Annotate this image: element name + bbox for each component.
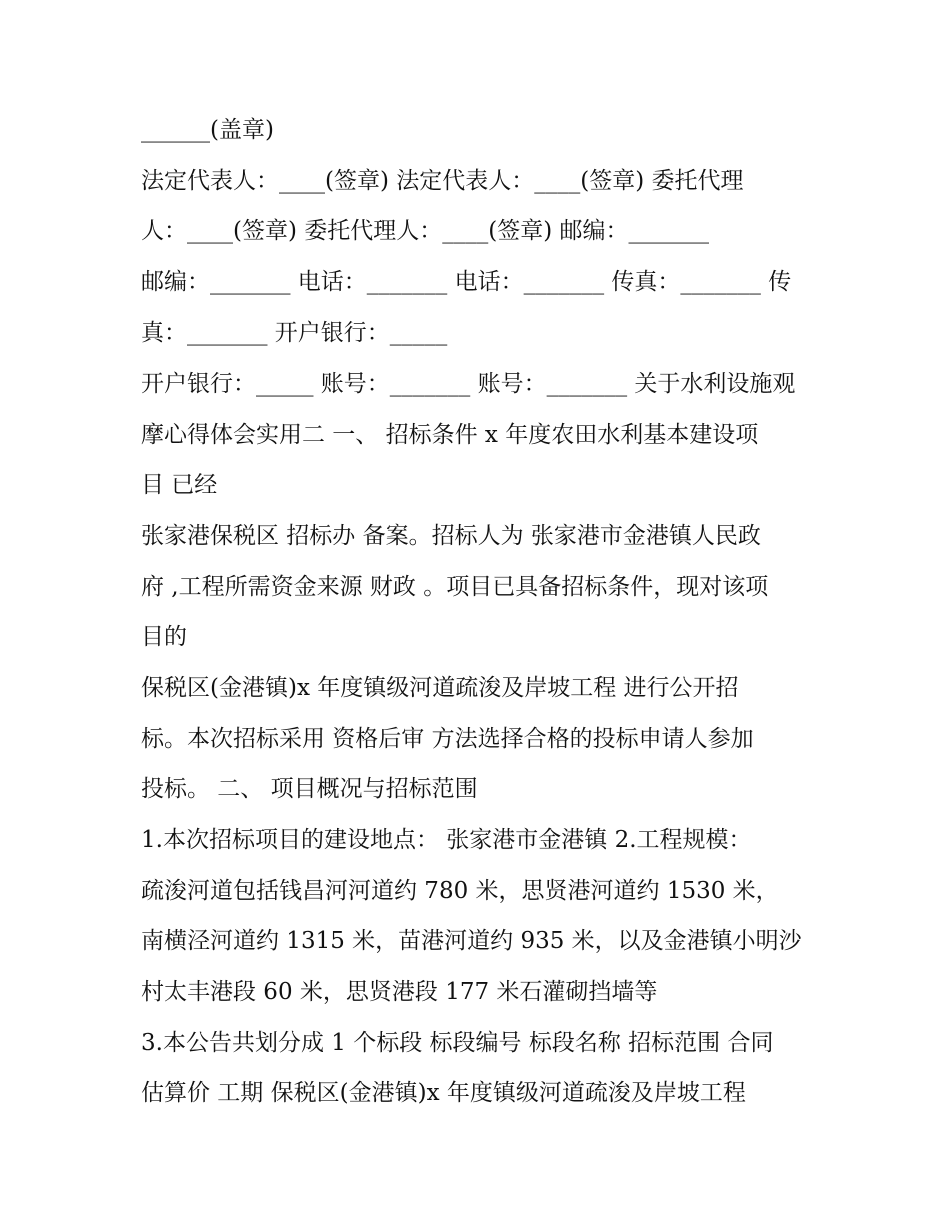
text-line: 目的 xyxy=(141,624,187,650)
text-line: 1.本次招标项目的建设地点： 张家港市金港镇 2.工程规模： xyxy=(141,827,752,853)
text-line: 开户银行：_____ 账号：_______ 账号：_______ 关于水利设施观 xyxy=(141,371,796,397)
text-line: 府 ,工程所需资金来源 财政 。项目已具备招标条件，现对该项 xyxy=(141,574,769,600)
text-line: 3.本公告共划分成 1 个标段 标段编号 标段名称 招标范围 合同 xyxy=(141,1030,774,1056)
text-line: 目 已经 xyxy=(141,472,218,498)
text-line: ______(盖章) xyxy=(141,117,274,143)
text-line: 疏浚河道包括钱昌河河道约 780 米，思贤港河道约 1530 米， xyxy=(141,878,779,904)
text-line: 法定代表人：____(签章) 法定代表人：____(签章) 委托代理 xyxy=(141,168,744,194)
text-line: 人：____(签章) 委托代理人：____(签章) 邮编：_______ xyxy=(141,218,710,244)
text-line: 张家港保税区 招标办 备案。招标人为 张家港市金港镇人民政 xyxy=(141,523,761,549)
text-line: 标。本次招标采用 资格后审 方法选择合格的投标申请人参加 xyxy=(141,726,754,752)
text-line: 南横泾河道约 1315 米，苗港河道约 935 米，以及金港镇小明沙 xyxy=(141,928,802,954)
text-line: 真：_______ 开户银行：_____ xyxy=(141,320,448,346)
text-line: 保税区(金港镇)x 年度镇级河道疏浚及岸坡工程 进行公开招 xyxy=(141,675,739,701)
text-line: 估算价 工期 保税区(金港镇)x 年度镇级河道疏浚及岸坡工程 xyxy=(141,1080,746,1106)
text-line: 摩心得体会实用二 一、 招标条件 x 年度农田水利基本建设项 xyxy=(141,422,759,448)
text-line: 邮编：_______ 电话：_______ 电话：_______ 传真：_______ 传 xyxy=(141,269,792,295)
text-line: 投标。 二、 项目概况与招标范围 xyxy=(141,776,478,802)
text-line: 村太丰港段 60 米，思贤港段 177 米石灌砌挡墙等 xyxy=(141,979,658,1005)
